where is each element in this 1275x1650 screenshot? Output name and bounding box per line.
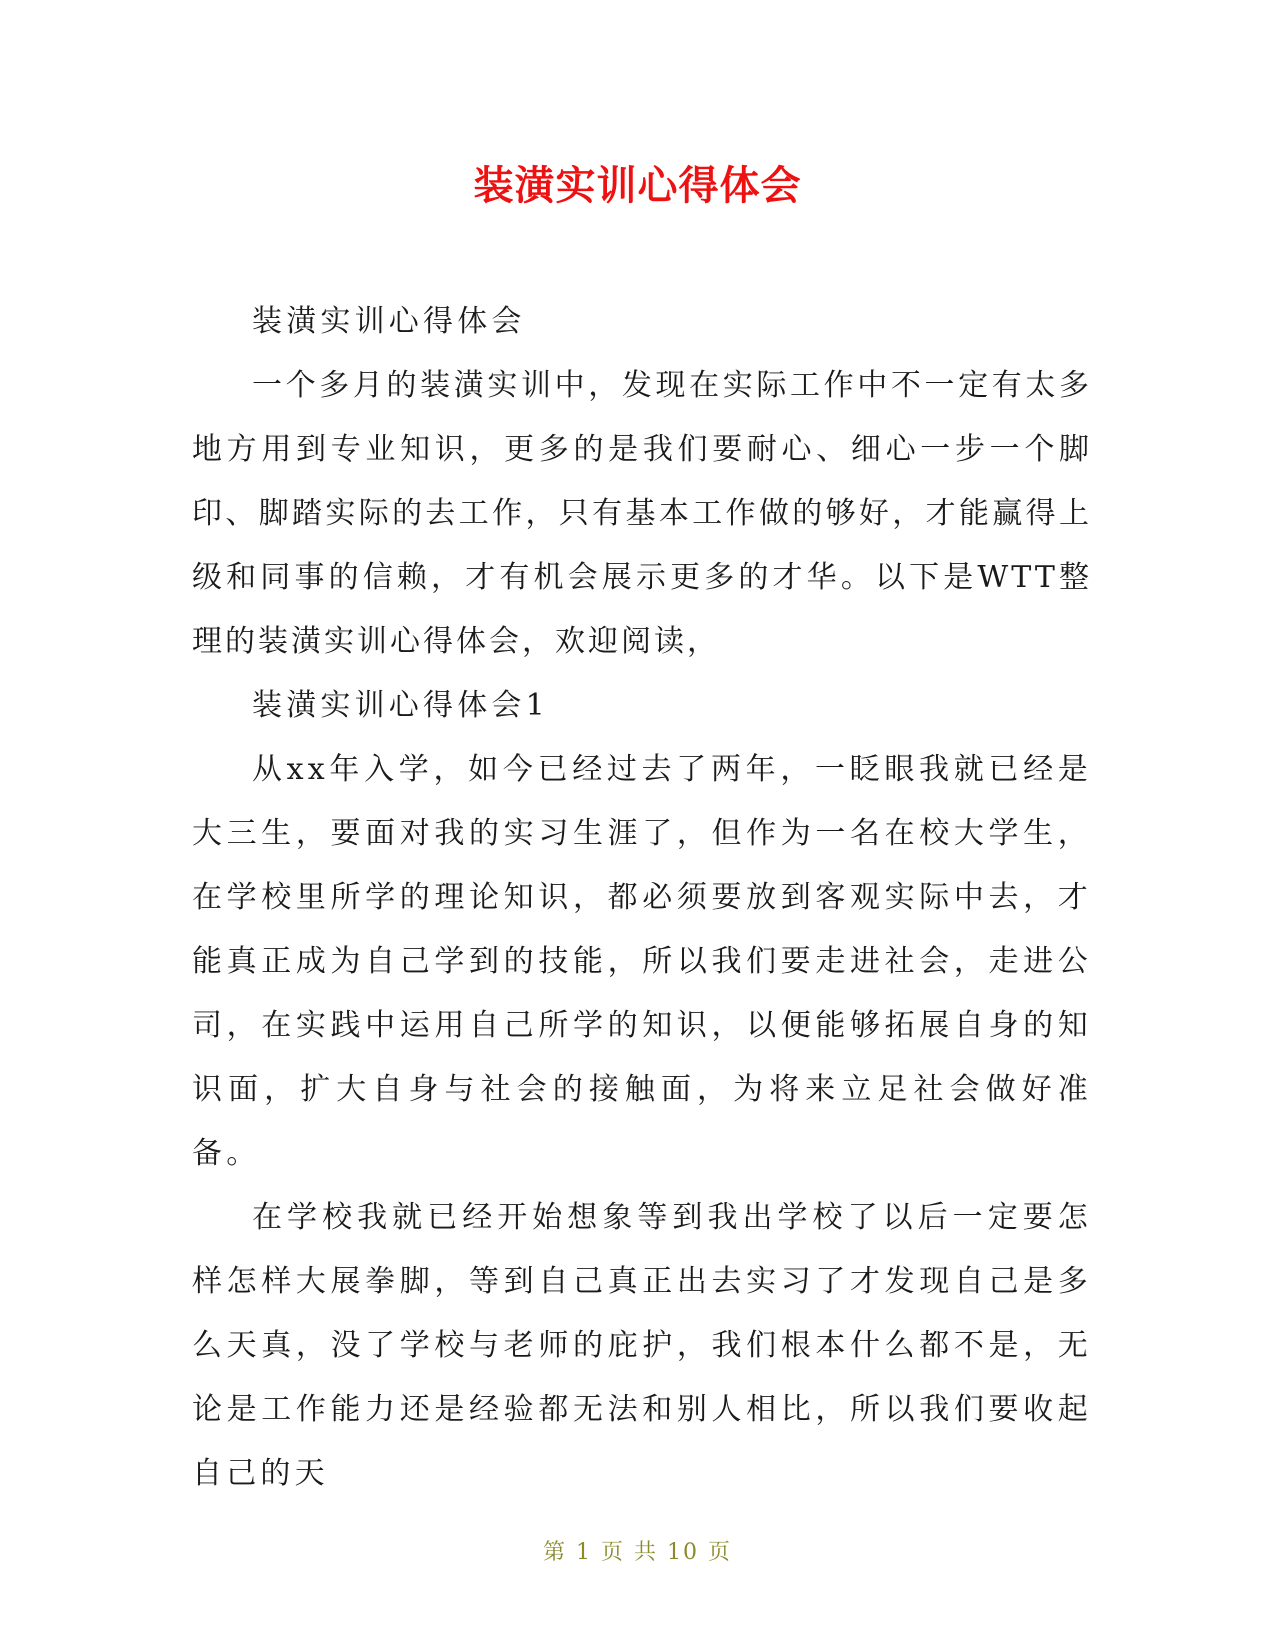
paragraph-intro: 一个多月的装潢实训中，发现在实际工作中不一定有太多地方用到专业知识，更多的是我们要耐心、细心一步一个脚印、脚踏实际的去工作，只有基本工作做的够好，才能赢得上级和同事的信赖，才有机会展示更多的才华。以下是WTT整理的装潢实训心得体会，欢迎阅读， [192,368,1092,659]
page-number-footer: 第 1 页 共 10 页 [543,1540,732,1565]
document-body [192,290,1092,1506]
paragraph-subtitle: 装潢实训心得体会 [252,304,526,339]
paragraph-body-2: 在学校我就已经开始想象等到我出学校了以后一定要怎样怎样大展拳脚，等到自己真正出去实习了才发现自己是多么天真，没了学校与老师的庇护，我们根本什么都不是，无论是工作能力还是经验都无法和别人相比，所以我们要收起自己的天 [192,1200,1092,1491]
paragraph-section-heading: 装潢实训心得体会1 [252,688,549,723]
document-title: 装潢实训心得体会 [473,163,802,209]
paragraph-body-1: 从xx年入学，如今已经过去了两年，一眨眼我就已经是大三生，要面对我的实习生涯了，但作为一名在校大学生，在学校里所学的理论知识，都必须要放到客观实际中去，才能真正成为自己学到的技能，所以我们要走进社会，走进公司，在实践中运用自己所学的知识，以便能够拓展自身的知识面，扩大自身与社会的接触面，为将来立足社会做好准备。 [192,752,1092,1171]
